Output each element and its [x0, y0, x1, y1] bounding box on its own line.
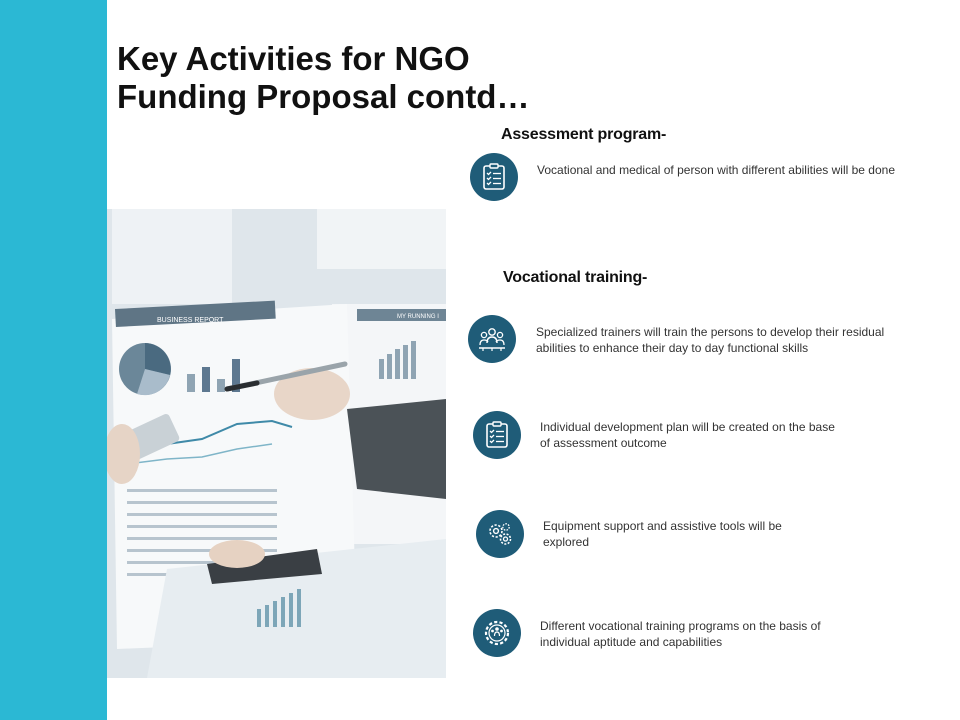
vocational-item-4-text: Different vocational training programs on the basis of individual aptitude and capabilities — [540, 619, 821, 649]
vocational-item-1-text: Specialized trainers will train the persons to develop their residual abilities to enhance their day to day functional skills — [536, 325, 885, 355]
gears-icon — [485, 519, 515, 549]
assessment-heading: Assessment program- — [501, 126, 667, 143]
accent-side-bar — [0, 0, 107, 720]
vocational-item-1-icon-wrap — [468, 315, 516, 363]
vocational-item-2-text: Individual development plan will be created on the base of assessment outcome — [540, 420, 835, 450]
vocational-heading: Vocational training- — [503, 269, 648, 286]
business-report-photo — [107, 209, 446, 678]
vocational-item-3-text: Equipment support and assistive tools will be explored — [543, 519, 782, 549]
vocational-item-4-icon-wrap — [473, 609, 521, 657]
report-header-text: BUSINESS REPORT — [157, 317, 224, 324]
checklist-clipboard-icon — [484, 421, 510, 449]
assessment-item-text: Vocational and medical of person with different abilities will be done — [537, 163, 895, 177]
checklist-clipboard-icon — [481, 163, 507, 191]
vocational-item-2-icon-wrap — [473, 411, 521, 459]
report-header-right-text: MY RUNNING I — [397, 314, 439, 320]
gear-team-icon — [482, 618, 512, 648]
assessment-item-icon-wrap — [470, 153, 518, 201]
slide-title: Key Activities for NGO Funding Proposal contd… — [117, 40, 530, 115]
team-people-icon — [477, 326, 507, 352]
vocational-item-3-icon-wrap — [476, 510, 524, 558]
